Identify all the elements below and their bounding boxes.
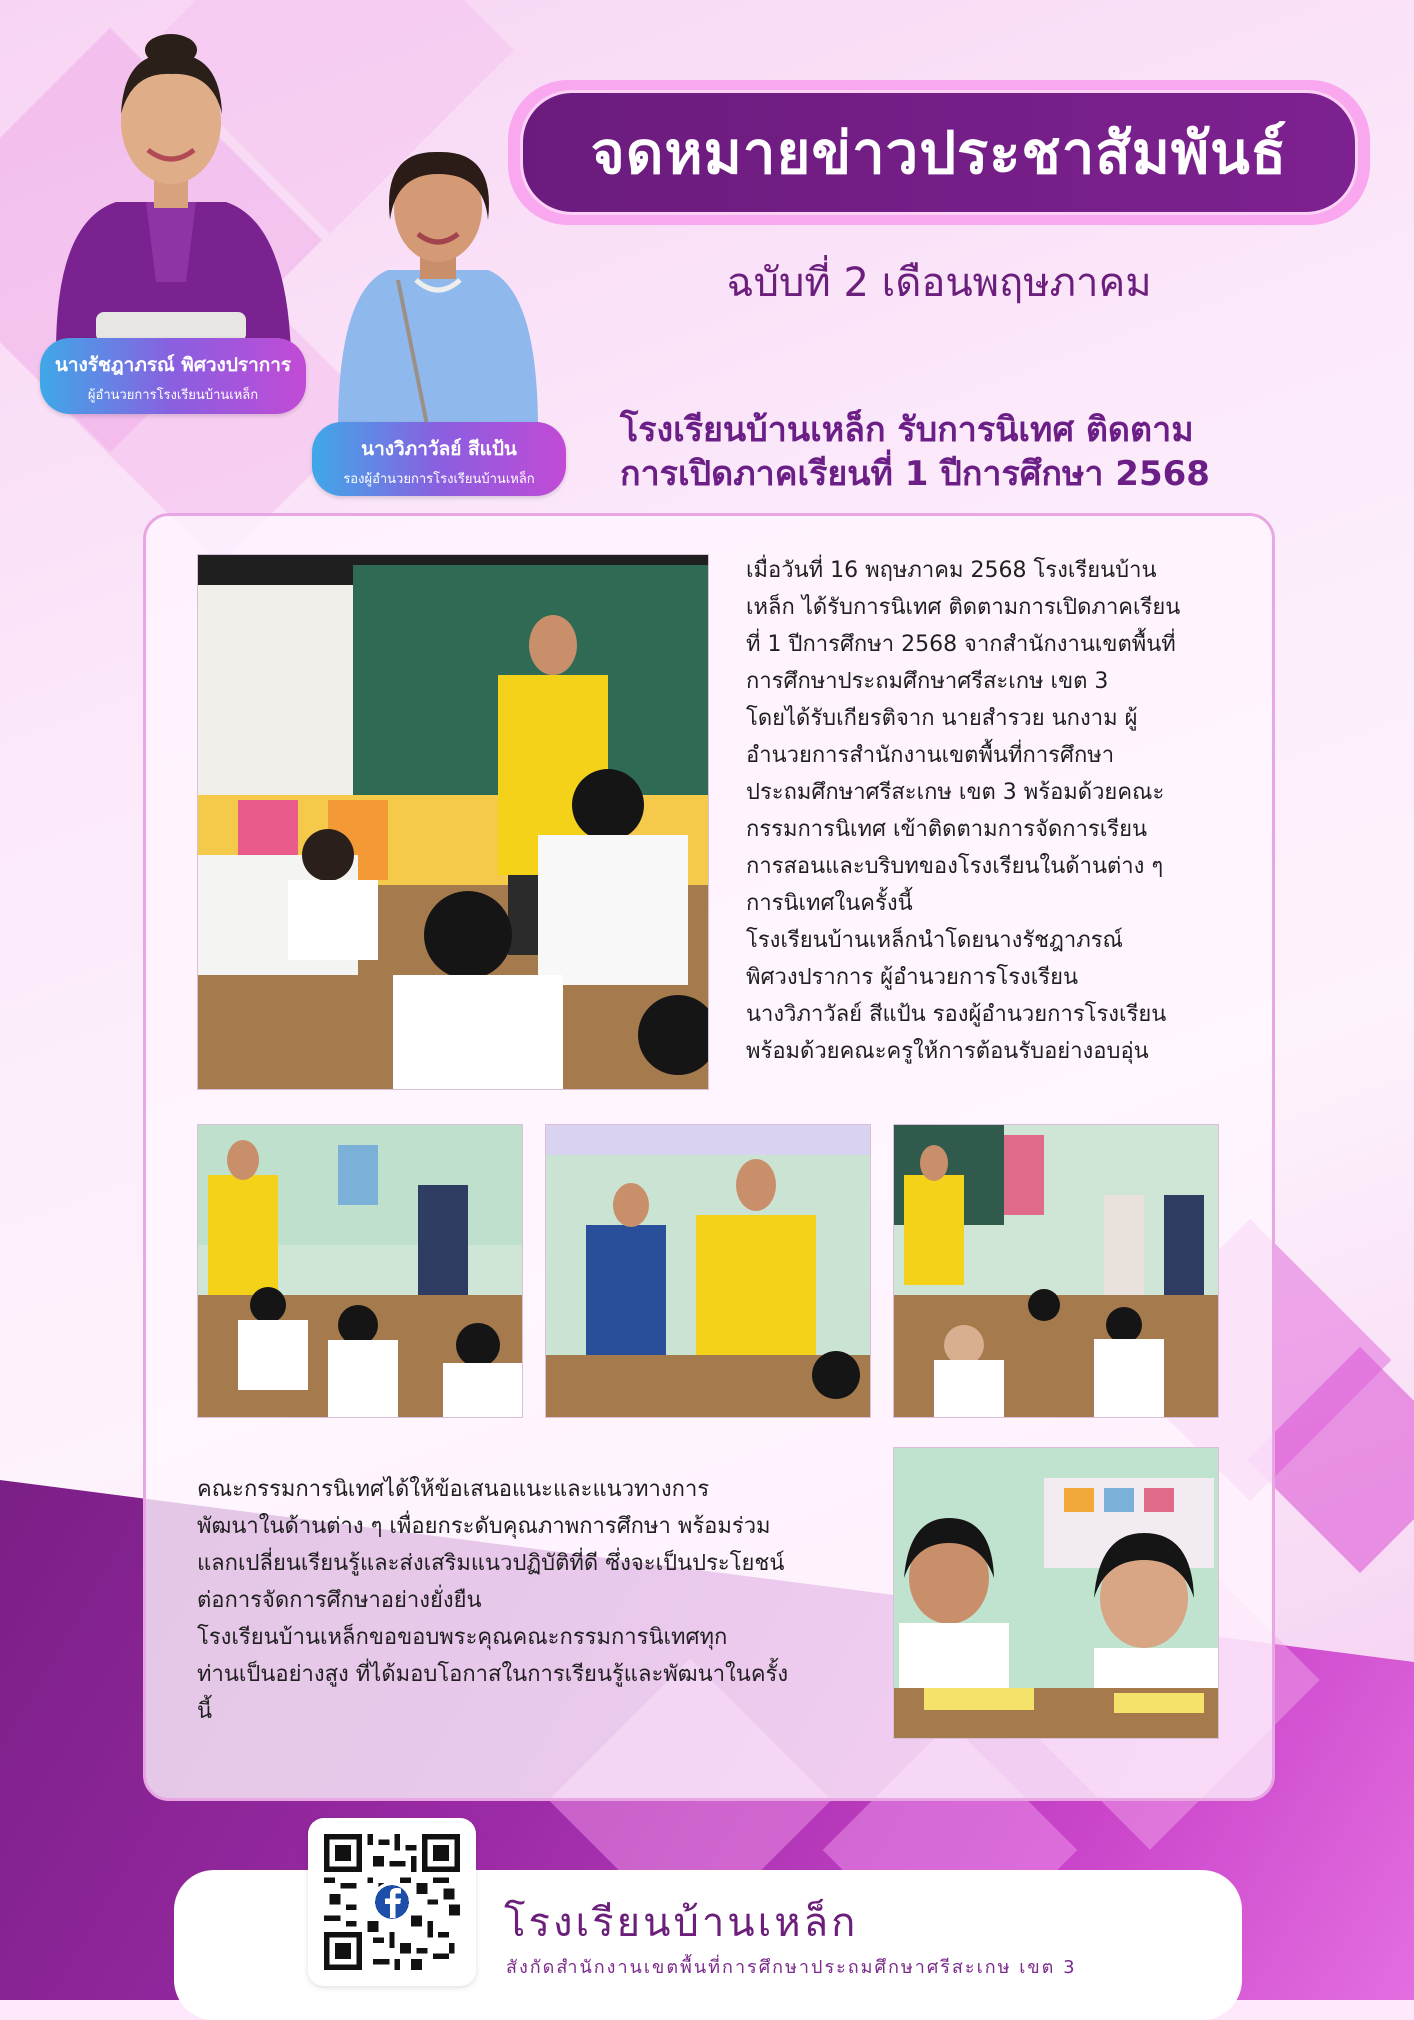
article-body-1 bbox=[746, 552, 1246, 1070]
classroom-photo-2 bbox=[545, 1124, 871, 1418]
article-line: โรงเรียนบ้านเหล็กขอขอบพระคุณคณะกรรมการนิเทศทุก bbox=[197, 1625, 728, 1650]
article-line: การสอนและบริบทของโรงเรียนในด้านต่าง ๆ bbox=[746, 854, 1164, 879]
article-body-2 bbox=[197, 1471, 877, 1730]
article-line: ประถมศึกษาศรีสะเกษ เขต 3 พร้อมด้วยคณะ bbox=[746, 780, 1165, 805]
article-line: ที่ 1 ปีการศึกษา 2568 จากสำนักงานเขตพื้นที่ bbox=[746, 632, 1176, 657]
article-line: เมื่อวันที่ 16 พฤษภาคม 2568 โรงเรียนบ้าน bbox=[746, 558, 1157, 583]
article-line: การศึกษาประถมศึกษาศรีสะเกษ เขต 3 bbox=[746, 669, 1109, 694]
article-line: โดยได้รับเกียรติจาก นายสำรวย นกงาม ผู้ bbox=[746, 706, 1138, 731]
article-line: อำนวยการสำนักงานเขตพื้นที่การศึกษา bbox=[746, 743, 1115, 768]
classroom-photo-1 bbox=[197, 1124, 523, 1418]
classroom-photo-main bbox=[197, 554, 709, 1090]
article-line: พร้อมด้วยคณะครูให้การต้อนรับอย่างอบอุ่น bbox=[746, 1039, 1149, 1064]
director-role: ผู้อำนวยการโรงเรียนบ้านเหล็ก bbox=[87, 388, 259, 403]
footer-affiliation: สังกัดสำนักงานเขตพื้นที่การศึกษาประถมศึกษาศรีสะเกษ เขต 3 bbox=[506, 1957, 1077, 1978]
article-line: นางวิภาวัลย์ สีแป้น รองผู้อำนวยการโรงเรียน bbox=[746, 1002, 1167, 1027]
article-line: ต่อการจัดการศึกษาอย่างยั่งยืน bbox=[197, 1588, 482, 1613]
article-line: เหล็ก ได้รับการนิเทศ ติดตามการเปิดภาคเรียน bbox=[746, 595, 1181, 620]
director-portrait bbox=[36, 22, 306, 352]
newsletter-title: จดหมายข่าวประชาสัมพันธ์ bbox=[590, 119, 1288, 187]
article-line: แลกเปลี่ยนเรียนรู้และส่งเสริมแนวปฏิบัติที่ดี ซึ่งจะเป็นประโยชน์ bbox=[197, 1551, 785, 1576]
article-line: พิศวงปราการ ผู้อำนวยการโรงเรียน bbox=[746, 965, 1079, 990]
facebook-qr-code[interactable] bbox=[308, 1818, 476, 1986]
article-line: โรงเรียนบ้านเหล็กนำโดยนางรัชฎาภรณ์ bbox=[746, 928, 1123, 953]
students-smiling-photo bbox=[893, 1447, 1219, 1739]
article-line: ท่านเป็นอย่างสูง ที่ได้มอบโอกาสในการเรียนรู้และพัฒนาในครั้ง bbox=[197, 1662, 789, 1687]
article-line: การนิเทศในครั้งนี้ bbox=[746, 891, 913, 916]
deputy-name-badge bbox=[312, 422, 566, 496]
deputy-name: นางวิภาวัลย์ สีแป้น bbox=[361, 438, 517, 460]
title-banner bbox=[508, 80, 1370, 225]
director-name: นางรัชฎาภรณ์ พิศวงปราการ bbox=[54, 354, 292, 376]
article-headline bbox=[620, 408, 1320, 496]
headline-line-1: โรงเรียนบ้านเหล็ก รับการนิเทศ ติดตาม bbox=[620, 410, 1194, 450]
article-line: คณะกรรมการนิเทศได้ให้ข้อเสนอแนะและแนวทางการ bbox=[197, 1477, 710, 1502]
classroom-photo-3 bbox=[893, 1124, 1219, 1418]
director-name-badge bbox=[40, 338, 306, 414]
issue-label: ฉบับที่ 2 เดือนพฤษภาคม bbox=[726, 260, 1152, 306]
article-line: พัฒนาในด้านต่าง ๆ เพื่อยกระดับคุณภาพการศึกษา พร้อมร่วม bbox=[197, 1514, 771, 1539]
article-line: กรรมการนิเทศ เข้าติดตามการจัดการเรียน bbox=[746, 817, 1148, 842]
headline-line-2: การเปิดภาคเรียนที่ 1 ปีการศึกษา 2568 bbox=[620, 454, 1210, 494]
deputy-role: รองผู้อำนวยการโรงเรียนบ้านเหล็ก bbox=[343, 472, 535, 487]
footer-school-name: โรงเรียนบ้านเหล็ก bbox=[504, 1900, 859, 1946]
title-banner-inner bbox=[520, 90, 1358, 215]
article-line: นี้ bbox=[197, 1699, 213, 1724]
qr-code-icon bbox=[324, 1834, 460, 1970]
